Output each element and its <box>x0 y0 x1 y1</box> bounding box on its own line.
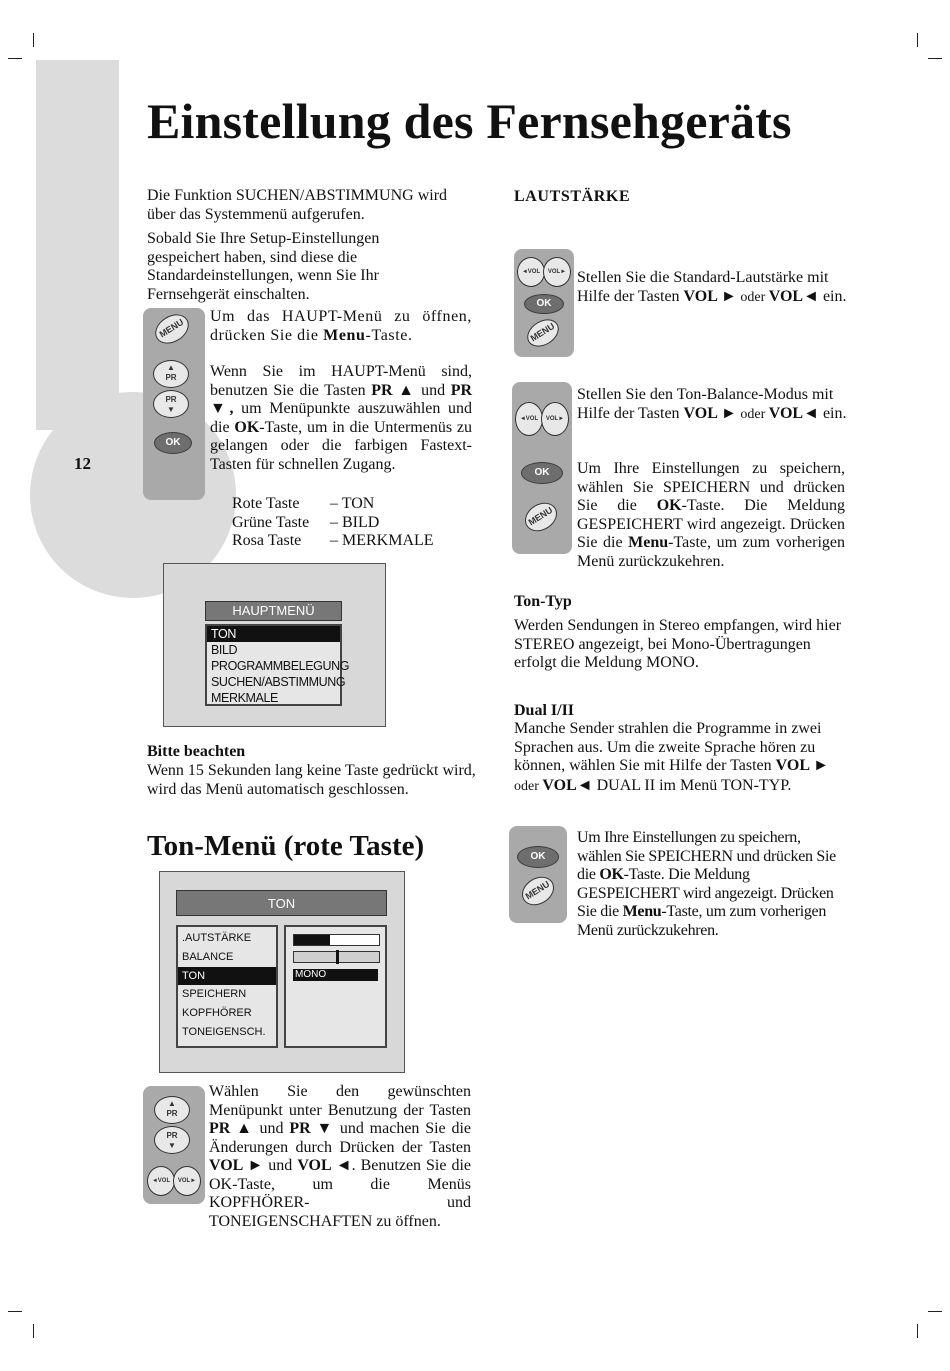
ton-menu-list <box>176 925 278 1048</box>
haupt-menu-paragraph: Um das HAUPT-Menü zu öffnen, drücken Sie die Menu-Taste. <box>210 308 472 344</box>
fastext-item: Rosa Taste – MERKMALE <box>232 532 434 549</box>
dual-text: Manche Sender strahlen die Programme in zwei Sprachen aus. Um die zweite Sprache hören zu können, wählen Sie mit Hilfe der Tasten VOL ► oder VOL◄ DUAL II im Menü TON-TYP. <box>514 720 829 794</box>
vol-down-button: ◄VOL <box>147 1166 175 1196</box>
hauptmenu-item: SUCHEN/ABSTIMMUNG <box>211 675 346 689</box>
crop-mark <box>33 1324 34 1338</box>
pr-up-button: ▲ PR <box>153 360 189 388</box>
vol-down-button: ◄VOL <box>515 402 543 436</box>
intro-paragraph: Die Funktion SUCHEN/ABSTIMMUNG wird über das Systemmenü aufgerufen. <box>147 187 448 223</box>
ton-menu-item: TONEIGENSCH. <box>182 1025 266 1038</box>
ton-menu-item: .AUTSTÄRKE <box>182 932 252 944</box>
ton-menu-screen <box>159 871 405 1073</box>
hauptmenu-title: HAUPTMENÜ <box>205 601 342 621</box>
volume-heading: LAUTSTÄRKE <box>514 188 631 205</box>
ton-values-panel <box>284 925 387 1048</box>
vol-down-button: ◄VOL <box>517 257 545 287</box>
ok-button: OK <box>154 432 192 454</box>
hauptmenu-item: TON <box>207 626 340 642</box>
volume-bar <box>293 934 380 946</box>
remote-control-vol-ok-menu <box>514 249 574 357</box>
hauptmenu-item: MERKMALE <box>211 691 278 705</box>
vol-up-button: VOL► <box>173 1166 201 1196</box>
remote-control-ok-menu <box>509 826 567 923</box>
ton-menu-title: TON <box>176 890 387 916</box>
hauptmenu-list <box>205 624 350 706</box>
crop-mark <box>928 1311 942 1312</box>
ok-button: OK <box>517 846 559 868</box>
volume-paragraph: Stellen Sie die Standard-Lautstärke mit Hilfe der Tasten VOL ► oder VOL◄ ein. <box>577 269 847 305</box>
ton-menu-item: SPEICHERN <box>182 988 247 1001</box>
remote-control-pr-vol <box>143 1086 205 1204</box>
menu-button: MENU <box>150 308 194 349</box>
save-paragraph-2: Um Ihre Einstellungen zu speichern, wählen Sie SPEICHERN und drücken Sie die OK-Taste. Die Meldung GESPEICHERT wird angezeigt. Drücken Sie die Menu-Taste, um zum vorherigen Menü zurückzukehren. <box>577 829 836 939</box>
crop-mark <box>928 58 942 59</box>
balance-marker <box>336 950 339 964</box>
pr-down-button: PR ▼ <box>153 390 189 418</box>
crop-mark <box>917 33 918 47</box>
setup-paragraph: Sobald Sie Ihre Setup-Einstellungen gespeichert haben, sind diese die Standardeinstellungen, wenn Sie Ihr Fernsehgerät einschalten. <box>147 230 380 303</box>
crop-mark <box>8 1311 22 1312</box>
note-text: Wenn 15 Sekunden lang keine Taste gedrückt wird, wird das Menü automatisch geschlossen. <box>147 762 476 798</box>
fastext-list <box>232 495 472 551</box>
hauptmenu-screen <box>163 563 386 727</box>
menu-button: MENU <box>520 497 563 537</box>
crop-mark <box>8 58 22 59</box>
page-number: 12 <box>74 454 91 473</box>
remote-control-vol-ok-menu <box>512 382 572 554</box>
volume-bar-fill <box>294 935 330 945</box>
ton-menu-item: KOPFHÖRER <box>182 1007 252 1020</box>
hauptmenu-item: PROGRAMMBELEGUNG <box>211 659 350 673</box>
ton-menu-item: TON <box>178 967 276 986</box>
vol-up-button: VOL► <box>543 257 571 287</box>
save-paragraph: Um Ihre Einstellungen zu speichern, wählen Sie SPEICHERN und drücken Sie die OK-Taste. Die Meldung GESPEICHERT wird angezeigt. Drücken Sie die Menu-Taste, um zum vorherigen Menü zurückzukehren. <box>577 460 846 570</box>
pr-down-button: PR ▼ <box>154 1126 190 1154</box>
crop-mark <box>917 1324 918 1338</box>
ok-button: OK <box>524 294 564 314</box>
hauptmenu-item: BILD <box>211 643 238 657</box>
balance-paragraph: Stellen Sie den Ton-Balance-Modus mit Hilfe der Tasten VOL ► oder VOL◄ ein. <box>577 386 847 422</box>
fastext-item: Rote Taste – TON <box>232 495 375 512</box>
fastext-item: Grüne Taste – BILD <box>232 513 380 531</box>
navigation-paragraph: Wenn Sie im HAUPT-Menü sind, benutzen Sie die Tasten PR ▲ und PR ▼, um Menüpunkte auszuwählen und die OK-Taste, um in die Untermenüs zu gelangen oder die farbigen Fastext-Tasten für schnellen Zugang. <box>210 363 473 473</box>
crop-mark <box>33 33 34 47</box>
balance-bar <box>293 951 380 963</box>
menu-button: MENU <box>522 314 564 352</box>
ton-type-value: MONO <box>293 969 378 981</box>
ton-typ-heading: Ton-Typ <box>514 593 572 610</box>
select-item-paragraph: Wählen Sie den gewünschten Menüpunkt unter Benutzung der Tasten PR ▲ und PR ▼ und machen Sie die Änderungen durch Drücken der Tasten VOL ► und VOL ◄. Benutzen Sie die OK-Taste, um die Menüs KOPFHÖRER- und TONEIGENSCHAFTEN zu öffnen. <box>209 1083 472 1230</box>
menu-button: MENU <box>517 871 560 911</box>
pr-up-button: ▲ PR <box>154 1096 190 1124</box>
ton-menu-item: BALANCE <box>182 950 234 963</box>
section-title: Ton-Menü (rote Taste) <box>147 830 425 862</box>
dual-heading: Dual I/II <box>514 702 575 719</box>
note-heading: Bitte beachten <box>147 743 246 760</box>
remote-control-menu-pr-ok <box>143 308 205 500</box>
side-bar <box>36 60 119 430</box>
vol-up-button: VOL► <box>541 402 569 436</box>
page-title: Einstellung des Fernsehgeräts <box>147 93 792 149</box>
ton-typ-text: Werden Sendungen in Stereo empfangen, wird hier STEREO angezeigt, bei Mono-Übertragungen erfolgt die Meldung MONO. <box>514 617 842 671</box>
ok-button: OK <box>521 462 563 484</box>
